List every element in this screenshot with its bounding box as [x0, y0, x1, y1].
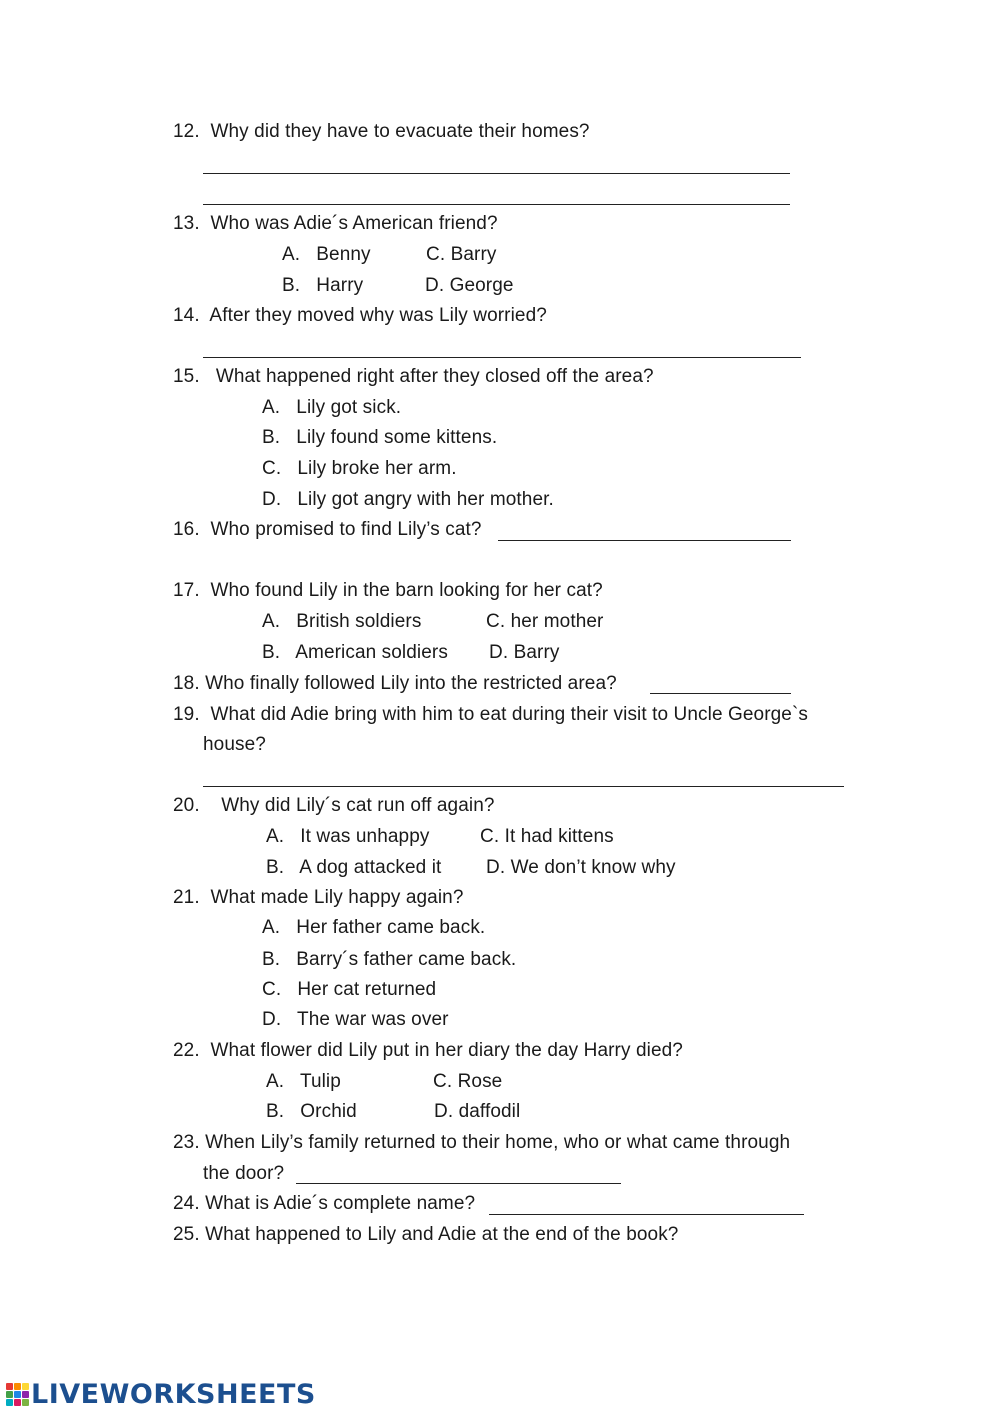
option-17-d[interactable]: D. Barry: [489, 642, 560, 663]
option-13-a[interactable]: A. Benny: [282, 244, 371, 265]
question-24: 24. What is Adie´s complete name?: [173, 1193, 476, 1214]
footer-brand[interactable]: [6, 1378, 316, 1410]
option-13-c[interactable]: C. Barry: [426, 244, 497, 265]
option-20-a[interactable]: A. It was unhappy: [266, 826, 430, 847]
question-15: 15. What happened right after they closed off the area?: [173, 366, 654, 387]
answer-line-18[interactable]: [650, 693, 791, 694]
logo-square: [6, 1399, 13, 1406]
option-22-c[interactable]: C. Rose: [433, 1071, 503, 1092]
option-13-b[interactable]: B. Harry: [282, 275, 364, 296]
option-21-c[interactable]: C. Her cat returned: [262, 979, 437, 1000]
question-18: 18. Who finally followed Lily into the restricted area?: [173, 673, 617, 694]
question-23-line-2: the door?: [203, 1163, 285, 1184]
logo-square: [6, 1391, 13, 1398]
question-16: 16. Who promised to find Lily’s cat?: [173, 519, 482, 540]
logo-square: [14, 1391, 21, 1398]
logo-square: [14, 1399, 21, 1406]
question-23-line-1: 23. When Lily’s family returned to their home, who or what came through: [173, 1132, 791, 1153]
question-19-line-1: 19. What did Adie bring with him to eat during their visit to Uncle George`s: [173, 704, 809, 725]
question-22: 22. What flower did Lily put in her diary the day Harry died?: [173, 1040, 683, 1061]
option-20-d[interactable]: D. We don’t know why: [486, 857, 676, 878]
question-21: 21. What made Lily happy again?: [173, 887, 464, 908]
option-21-a[interactable]: A. Her father came back.: [262, 917, 486, 938]
answer-line-16[interactable]: [498, 540, 791, 541]
question-25: 25. What happened to Lily and Adie at the end of the book?: [173, 1224, 679, 1245]
option-21-d[interactable]: D. The war was over: [262, 1009, 449, 1030]
answer-line-12b[interactable]: [203, 204, 790, 205]
answer-line-12a[interactable]: [203, 173, 790, 174]
option-22-a[interactable]: A. Tulip: [266, 1071, 341, 1092]
option-17-a[interactable]: A. British soldiers: [262, 611, 422, 632]
option-15-d[interactable]: D. Lily got angry with her mother.: [262, 489, 554, 510]
logo-square: [6, 1383, 13, 1390]
option-22-b[interactable]: B. Orchid: [266, 1101, 357, 1122]
question-19-line-2: house?: [203, 734, 266, 755]
option-21-b[interactable]: B. Barry´s father came back.: [262, 949, 517, 970]
option-15-a[interactable]: A. Lily got sick.: [262, 397, 402, 418]
option-22-d[interactable]: D. daffodil: [434, 1101, 521, 1122]
logo-square: [22, 1399, 29, 1406]
answer-line-14[interactable]: [203, 357, 801, 358]
question-13: 13. Who was Adie´s American friend?: [173, 213, 498, 234]
option-20-b[interactable]: B. A dog attacked it: [266, 857, 442, 878]
question-14: 14. After they moved why was Lily worried?: [173, 305, 547, 326]
option-15-c[interactable]: C. Lily broke her arm.: [262, 458, 457, 479]
answer-line-19[interactable]: [203, 786, 844, 787]
question-17: 17. Who found Lily in the barn looking for her cat?: [173, 580, 603, 601]
liveworksheets-logo-icon: [6, 1383, 29, 1406]
question-12: 12. Why did they have to evacuate their homes?: [173, 121, 590, 142]
question-20: 20. Why did Lily´s cat run off again?: [173, 795, 495, 816]
option-17-c[interactable]: C. her mother: [486, 611, 604, 632]
option-20-c[interactable]: C. It had kittens: [480, 826, 614, 847]
brand-name: LIVEWORKSHEETS: [31, 1378, 316, 1410]
logo-square: [22, 1391, 29, 1398]
logo-square: [14, 1383, 21, 1390]
answer-line-24[interactable]: [489, 1214, 804, 1215]
option-17-b[interactable]: B. American soldiers: [262, 642, 448, 663]
option-15-b[interactable]: B. Lily found some kittens.: [262, 427, 498, 448]
answer-line-23[interactable]: [296, 1183, 621, 1184]
option-13-d[interactable]: D. George: [425, 275, 514, 296]
logo-square: [22, 1383, 29, 1390]
